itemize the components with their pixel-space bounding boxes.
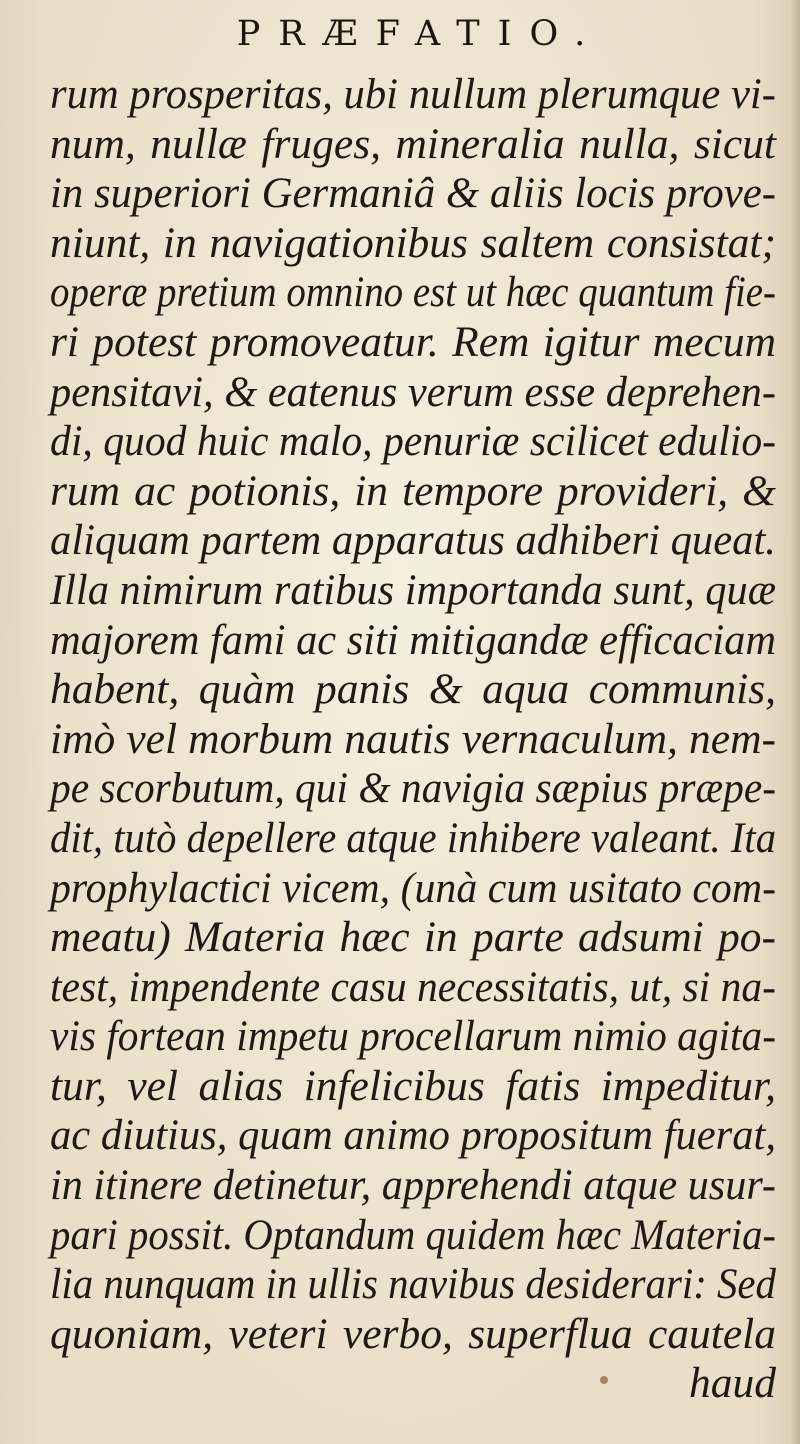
body-text xyxy=(50,70,776,1409)
text-line: di, quod huic malo, penuriæ scilicet edulio- xyxy=(50,417,777,466)
text-line: habent, quàm panis & aqua communis, xyxy=(50,665,776,714)
catchword: haud xyxy=(689,1359,776,1408)
text-line: operæ pretium omnino est ut hæc quantum fie- xyxy=(50,268,776,317)
text-line: imò vel morbum nautis vernaculum, nem- xyxy=(50,714,776,763)
ink-speck xyxy=(600,1376,608,1384)
text-line: ri potest promoveatur. Rem igitur mecum xyxy=(50,317,776,366)
text-line: num, nullæ fruges, mineralia nulla, sicut xyxy=(50,119,776,168)
text-line: vis fortean impetu procellarum nimio agita- xyxy=(50,1012,777,1061)
text-line: pe scorbutum, qui & navigia sæpius præpe- xyxy=(50,764,777,813)
text-line: aliquam partem apparatus adhiberi queat. xyxy=(50,516,776,565)
text-line: rum ac potionis, in tempore provideri, & xyxy=(50,466,776,515)
text-line: pari possit. Optandum quidem hæc Materia- xyxy=(50,1210,776,1259)
text-line: meatu) Materia hæc in parte adsumi po- xyxy=(50,913,776,962)
text-line: rum prosperitas, ubi nullum plerumque vi- xyxy=(50,70,776,118)
page-edge-shadow xyxy=(790,0,800,1444)
text-line: pensitavi, & eatenus verum esse deprehen- xyxy=(50,367,777,416)
text-line: prophylactici vicem, (unà cum usitato com- xyxy=(50,863,777,912)
text-line: lia nunquam in ullis navibus desiderari: Sed xyxy=(50,1260,776,1309)
text-line: tur, vel alias infelicibus fatis impeditur, xyxy=(50,1061,776,1110)
text-line: ac diutius, quam animo propositum fuerat, xyxy=(50,1111,777,1160)
text-line: test, impendente casu necessitatis, ut, si na- xyxy=(50,962,777,1011)
text-line: Illa nimirum ratibus importanda sunt, quæ xyxy=(50,565,777,614)
running-head: PRÆFATIO. xyxy=(236,14,604,54)
text-line: quoniam, veteri verbo, superflua cautela xyxy=(50,1309,776,1358)
text-line: majorem fami ac siti mitigandæ efficaciam xyxy=(50,615,777,664)
text-line: in itinere detinetur, apprehendi atque usur- xyxy=(50,1161,777,1210)
text-line: in superiori Germaniâ & aliis locis prove- xyxy=(50,169,776,218)
text-line: niunt, in navigationibus saltem consistat; xyxy=(50,218,776,267)
text-line: dit, tutò depellere atque inhibere valeant. Ita xyxy=(50,813,777,862)
